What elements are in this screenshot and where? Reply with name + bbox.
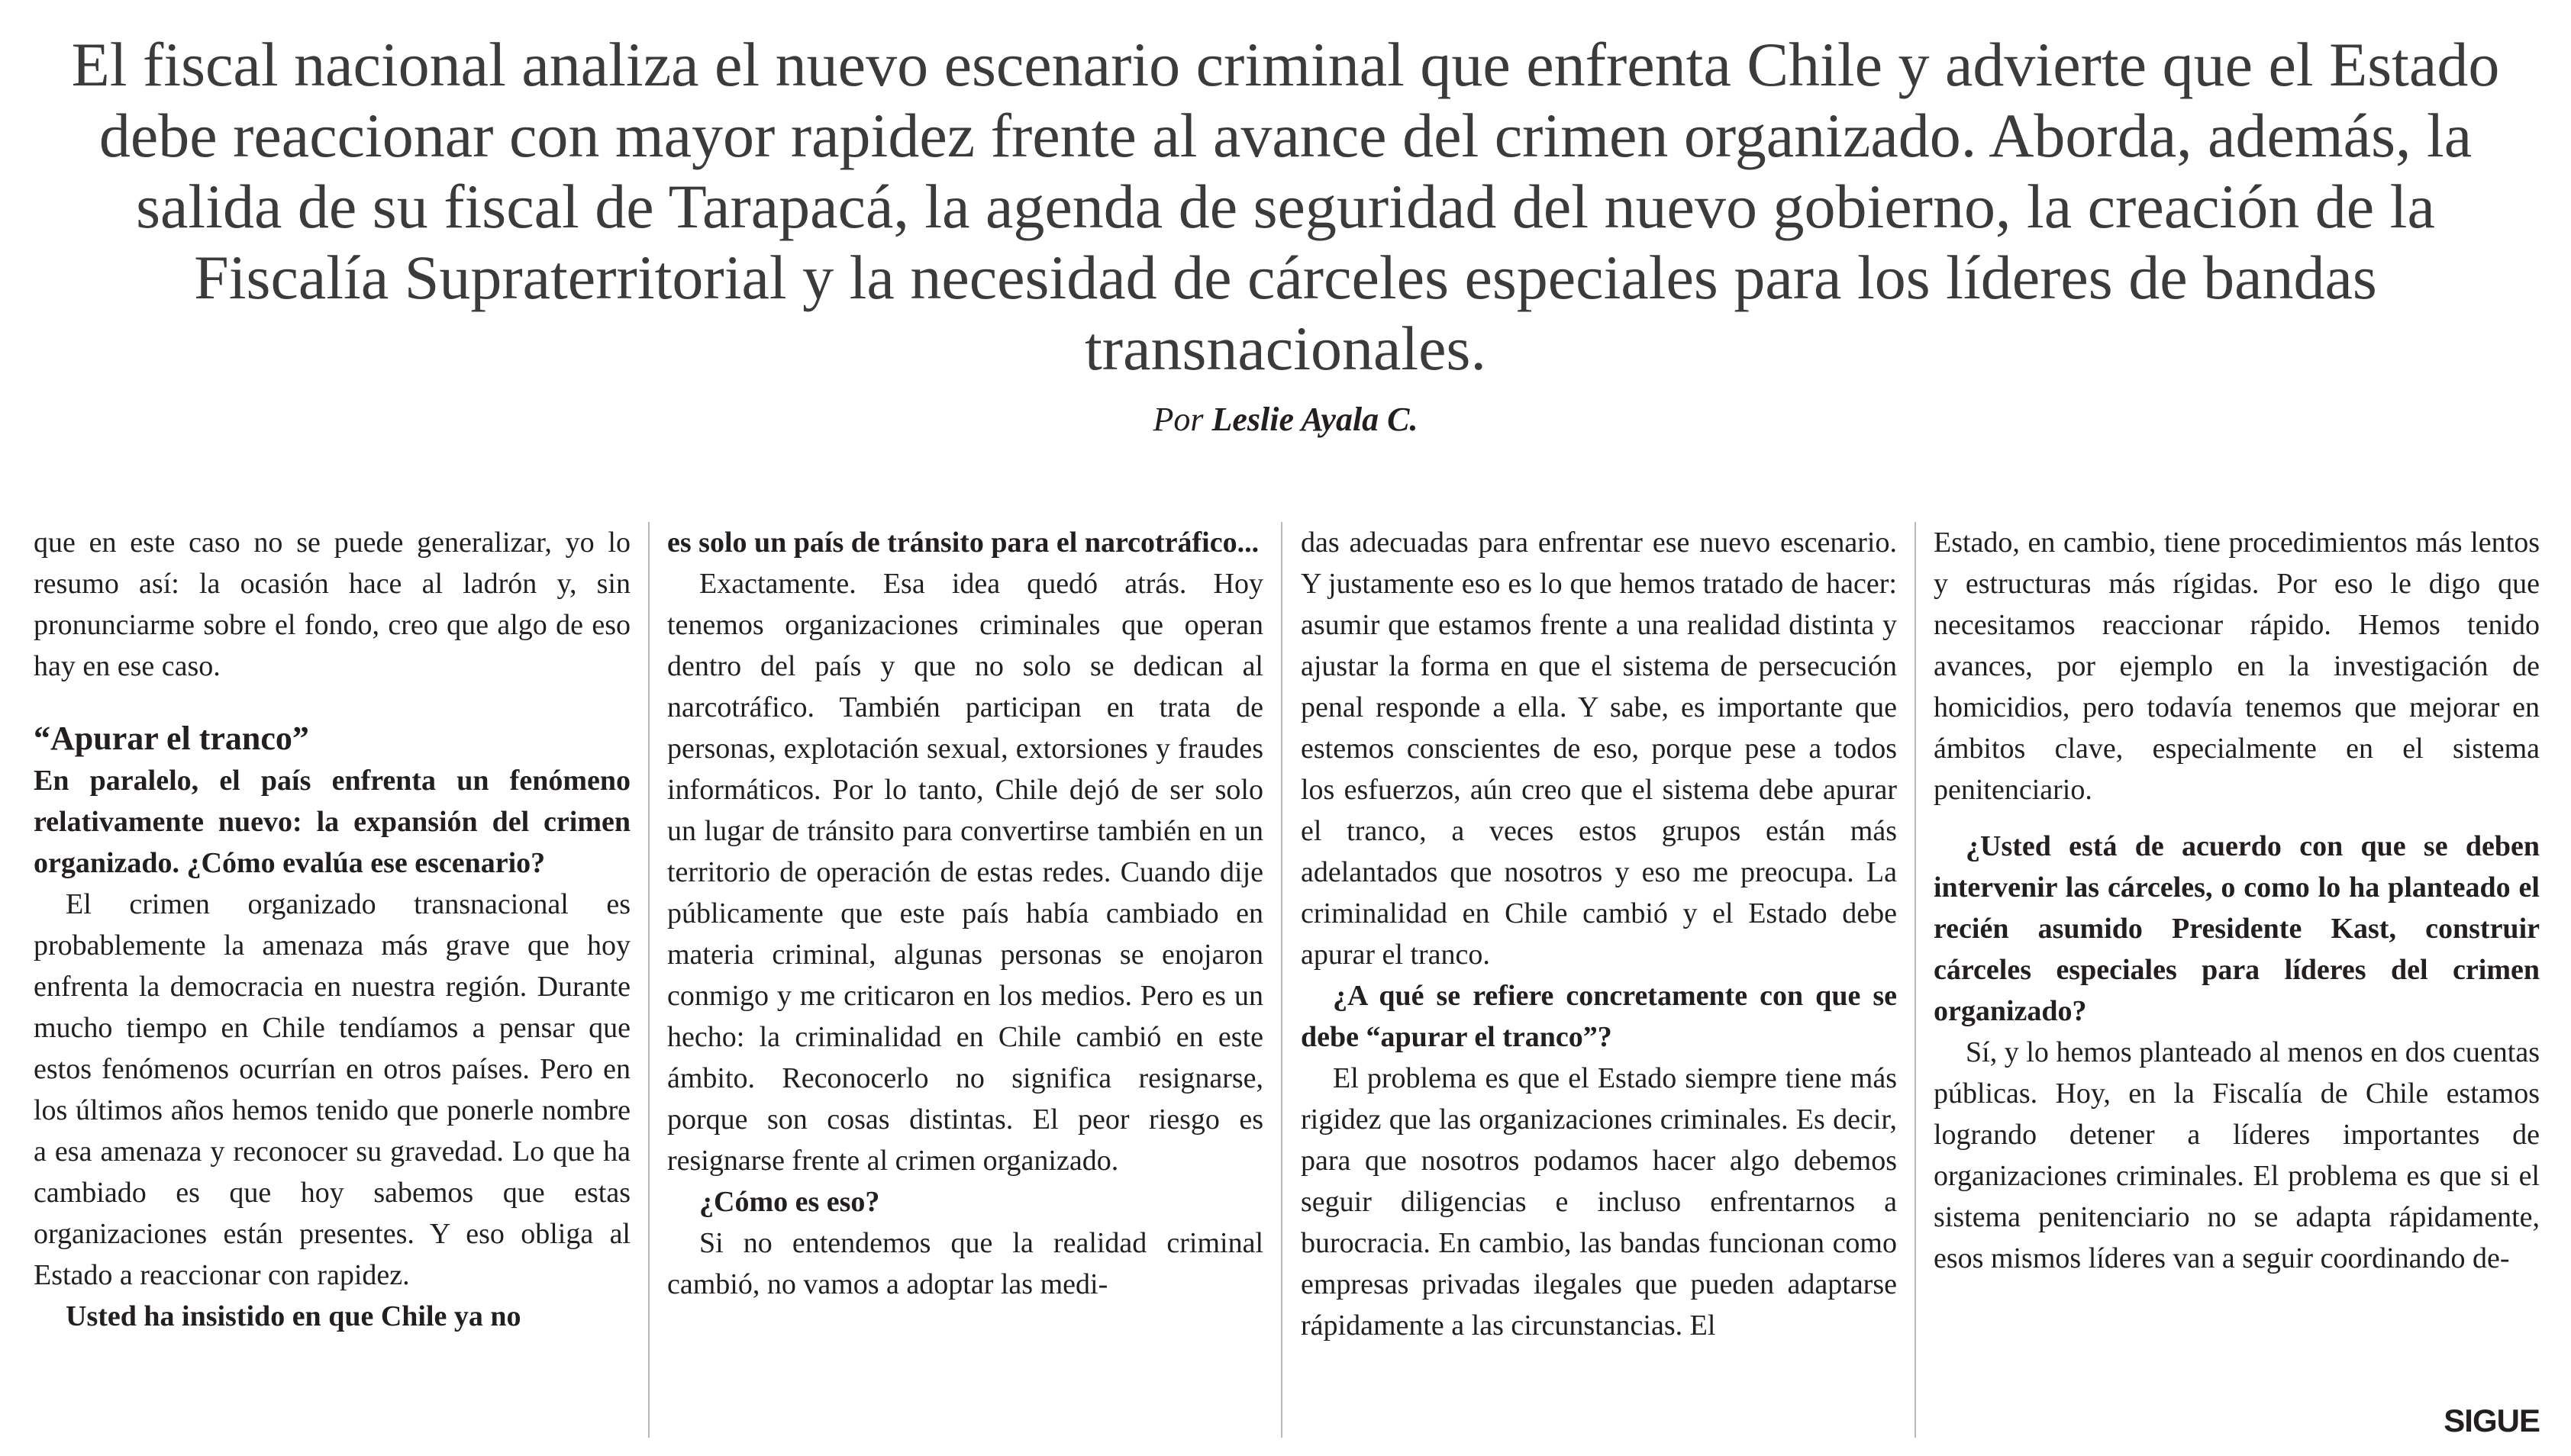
answer: Exactamente. Esa idea quedó atrás. Hoy tenemos organizaciones criminales que operan dentro del país y que no solo se dedican al narcotráfico. También participan en trata de personas, explotación sexual, extorsiones y fraudes informáticos. Por lo tanto, Chile dejó de ser solo un lugar de tránsito para convertirse también en un territorio de operación de estas redes. Cuando dije públicamente que este país había cambiado en materia criminal, algunas personas se enojaron conmigo y me criticaron en los medios. Pero es un hecho: la criminalidad en Chile cambió en este ámbito. Reconocerlo no significa resignarse, porque son cosas distintas. El peor riesgo es resignarse frente al crimen organizado. <box>667 568 1263 1177</box>
subheading: “Apurar el tranco” <box>34 720 309 757</box>
article-body <box>34 522 2540 1442</box>
answer: Si no entendemos que la realidad criminal cambió, no vamos a adoptar las medi- <box>667 1227 1263 1300</box>
answer: El problema es que el Estado siempre tiene más rigidez que las organizaciones criminales. Es decir, para que nosotros podamos hacer algo debemos seguir diligencias e incluso enfrentarnos a burocracia. En cambio, las bandas funcionan como empresas privadas ilegales que pueden adaptarse rápidamente a las circunstancias. El <box>1301 1062 1897 1342</box>
question: ¿A qué se refiere concretamente con que se debe “apurar el tranco”? <box>1301 980 1897 1053</box>
byline-author: Leslie Ayala C. <box>1211 401 1418 438</box>
paragraph: que en este caso no se puede generalizar, yo lo resumo así: la ocasión hace al ladrón y, sin pronunciarme sobre el fondo, creo que algo de eso hay en ese caso. <box>34 527 631 682</box>
answer: das adecuadas para enfrentar ese nuevo escenario. Y justamente eso es lo que hemos tratado de hacer: asumir que estamos frente a una realidad distinta y ajustar la forma en que el sistema de persecución penal responde a ella. Y sabe, es importante que estemos conscientes de eso, porque pese a todos los esfuerzos, aún creo que el sistema debe apurar el tranco, a veces estos grupos están más adelantados que nosotros y eso me preocupa. La criminalidad en Chile cambió y el Estado debe apurar el tranco. <box>1301 527 1897 971</box>
column-1 <box>34 522 631 1442</box>
column-3 <box>1301 522 1897 1442</box>
question: es solo un país de tránsito para el narcotráfico... <box>667 527 1260 559</box>
continue-label: SIGUE <box>2444 1403 2540 1438</box>
byline <box>0 398 2571 441</box>
question: En paralelo, el país enfrenta un fenómeno relativamente nuevo: la expansión del crimen organizado. ¿Cómo evalúa ese escenario? <box>34 765 631 879</box>
column-4 <box>1934 522 2540 1442</box>
article-deck: El fiscal nacional analiza el nuevo escenario criminal que enfrenta Chile y advierte que el Estado debe reaccionar con mayor rapidez frente al avance del crimen organizado. Aborda, además, la salida de su fiscal de Tarapacá, la agenda de seguridad del nuevo gobierno, la creación de la Fiscalía Supraterritorial y la necesidad de cárceles especiales para los líderes de bandas transnacionales. <box>71 30 2500 383</box>
question: Usted ha insistido en que Chile ya no <box>66 1300 521 1332</box>
answer: El crimen organizado transnacional es probablemente la amenaza más grave que hoy enfrenta la democracia en nuestra región. Durante mucho tiempo en Chile tendíamos a pensar que estos fenómenos ocurrían en otros países. Pero en los últimos años hemos tenido que ponerle nombre a esa amenaza y reconocer su gravedad. Lo que ha cambiado es que hoy sabemos que estas organizaciones están presentes. Y eso obliga al Estado a reaccionar con rapidez. <box>34 888 631 1291</box>
answer: Sí, y lo hemos planteado al menos en dos cuentas públicas. Hoy, en la Fiscalía de Chile estamos logrando detener a líderes importantes de organizaciones criminales. El problema es que si el sistema penitenciario no se adapta rápidamente, esos mismos líderes van a seguir coordinando de- <box>1934 1036 2540 1274</box>
question: ¿Usted está de acuerdo con que se deben intervenir las cárceles, o como lo ha planteado el recién asumido Presidente Kast, construir cárceles especiales para líderes del crimen organizado? <box>1934 830 2540 1027</box>
column-2 <box>667 522 1263 1442</box>
answer: Estado, en cambio, tiene procedimientos más lentos y estructuras más rígidas. Por eso le digo que necesitamos reaccionar rápido. Hemos tenido avances, por ejemplo en la investigación de homicidios, pero todavía tenemos que mejorar en ámbitos clave, especialmente en el sistema penitenciario. <box>1934 527 2540 806</box>
question: ¿Cómo es eso? <box>699 1186 880 1218</box>
byline-prefix: Por <box>1153 401 1204 438</box>
